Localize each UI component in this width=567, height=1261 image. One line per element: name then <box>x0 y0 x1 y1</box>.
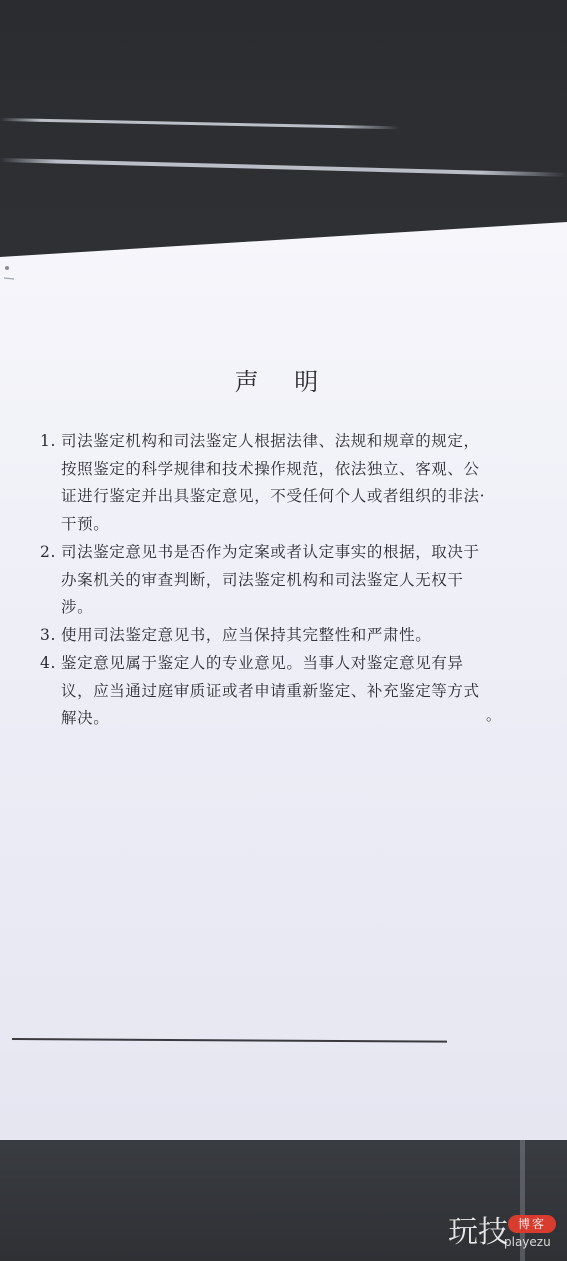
clause-number: 1. <box>40 432 56 450</box>
clause-line: 司法鉴定意见书是否作为定案或者认定事实的根据，取决于 <box>61 543 480 561</box>
clause-1 <box>40 428 510 538</box>
clause-line: 议，应当通过庭审质证或者申请重新鉴定、补充鉴定等方式 <box>61 681 480 700</box>
clause-line: 司法鉴定机构和司法鉴定人根据法律、法规和规章的规定， <box>61 432 480 450</box>
bottom-rule <box>12 1038 447 1043</box>
clause-number: 4. <box>40 654 56 672</box>
watermark-badge: 博客 <box>508 1215 556 1233</box>
clause-number: 3. <box>40 626 56 644</box>
watermark-sub: playezu <box>504 1235 551 1249</box>
clause-number: 2. <box>40 543 56 561</box>
clause-3 <box>40 622 510 650</box>
clause-line: 解决。 <box>61 709 110 727</box>
clause-2 <box>40 539 510 622</box>
clause-line: 使用司法鉴定意见书，应当保持其完整性和严肃性。 <box>61 626 432 644</box>
clause-line: 按照鉴定的科学规律和技术操作规范，依法独立、客观、公 <box>61 459 480 478</box>
clause-4 <box>40 650 510 733</box>
clause-line: 办案机关的审查判断，司法鉴定机构和司法鉴定人无权干 <box>61 570 464 589</box>
page-title: 声 明 <box>234 368 333 396</box>
watermark-mark: 玩技 <box>448 1215 508 1250</box>
clause-line: 证进行鉴定并出具鉴定意见，不受任何个人或者组织的非法· <box>61 487 486 505</box>
clause-line: 干预。 <box>61 514 110 533</box>
clause-line: 鉴定意见属于鉴定人的专业意见。当事人对鉴定意见有异 <box>61 654 464 672</box>
watermark <box>444 1205 564 1255</box>
clause-line: 涉。 <box>61 598 94 616</box>
stray-punctuation: 。 <box>486 706 502 724</box>
